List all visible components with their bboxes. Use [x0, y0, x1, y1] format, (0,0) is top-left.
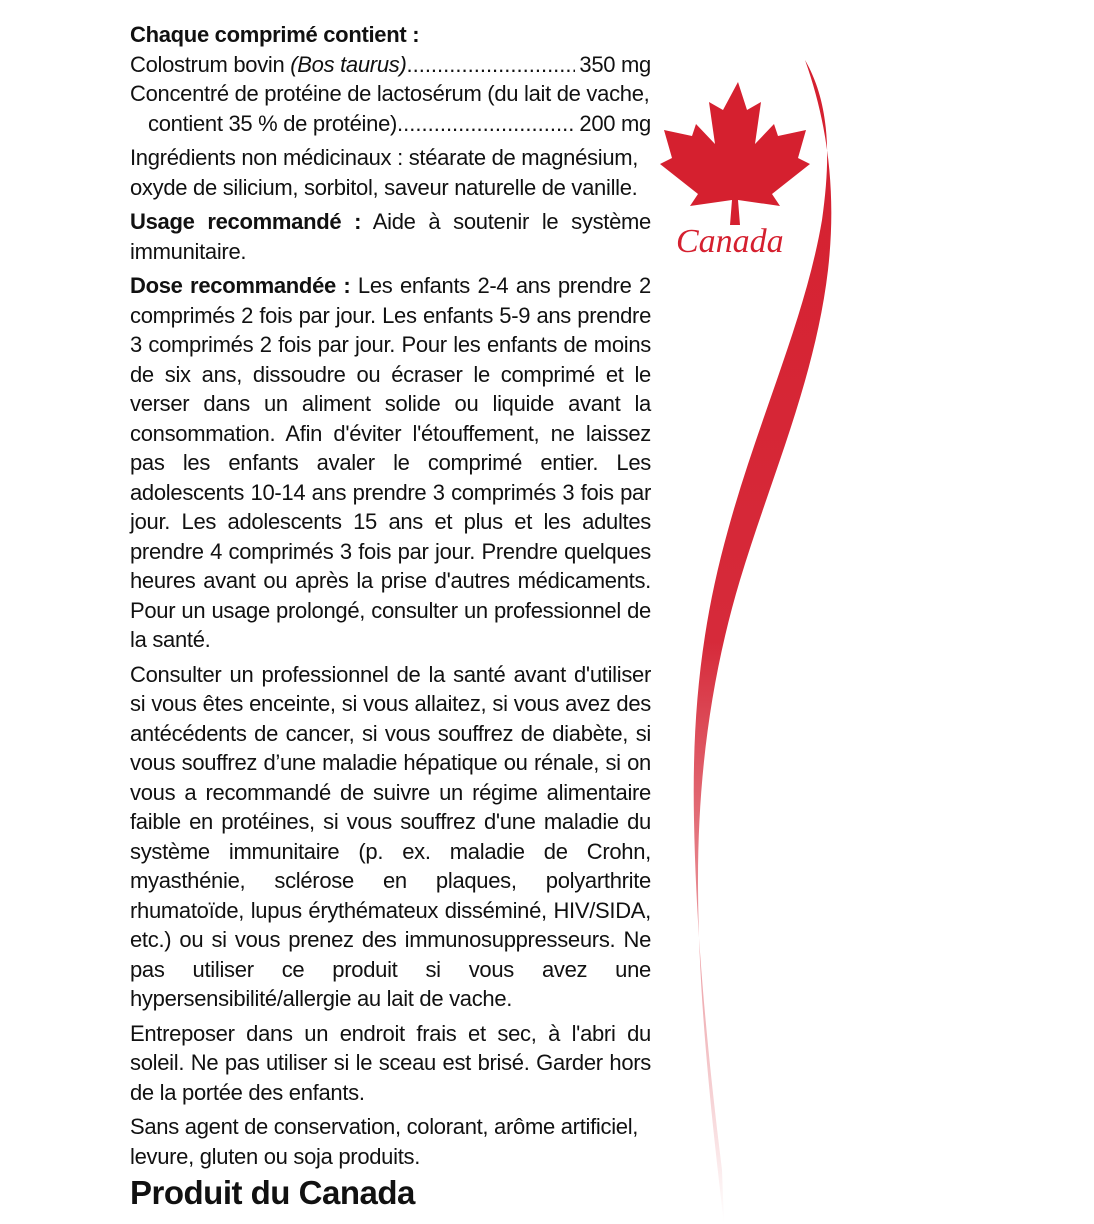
product-origin-title: Produit du Canada	[130, 1174, 415, 1211]
ingredient-name: contient 35 % de protéine)	[148, 110, 398, 136]
non-medicinal-ingredients: Ingrédients non médicinaux : stéarate de magnésium, oxyde de silicium, sorbitol, saveur naturelle de vanille.	[130, 145, 639, 200]
canada-wordmark: Canada	[676, 223, 784, 260]
dose-section	[130, 271, 657, 655]
usage-text: Aide à soutenir le système immunitaire.	[130, 209, 657, 264]
composition-section	[130, 20, 651, 138]
ingredient-latin-name: (Bos taurus)	[290, 51, 407, 77]
composition-title: Chaque comprimé contient :	[130, 22, 420, 47]
storage-section: Entreposer dans un endroit frais et sec, à l'abri du soleil. Ne pas utiliser si le sceau est brisé. Garder hors de la portée des enfants.	[130, 1020, 651, 1105]
ingredient-name-line: Concentré de protéine de lactosérum (du lait de vache,	[130, 81, 650, 106]
dot-leader	[397, 109, 575, 139]
usage-label: Usage recommandé :	[130, 209, 362, 234]
canada-flag-ribbon	[600, 60, 1094, 1224]
dose-label: Dose recommandée :	[130, 273, 351, 298]
ingredient-name: Colostrum bovin	[130, 51, 291, 77]
warnings-section: Consulter un professionnel de la santé avant d'utiliser si vous êtes enceinte, si vous allaitez, si vous avez des antécédents de cancer, si vous souffrez de diabète, si vous souffrez d’une maladie hépatique ou rénale, si on vous a recommandé de suivre un régime alimentaire faible en protéines, si vous souffrez d'une maladie du système immunitaire (p. ex. maladie de Crohn, myasthénie, sclérose en plaques, polyarthrite rhumatoïde, lupus érythémateux disséminé, HIV/SIDA, etc.) ou si vous prenez des immunosuppresseurs. Ne pas utiliser ce produit si vous avez une hypersensibilité/allergie au lait de vache.	[130, 661, 651, 1011]
label-text-block	[130, 20, 657, 1176]
ingredient-amount: 200 mg	[579, 110, 651, 136]
dose-text: Les enfants 2-4 ans prendre 2 comprimés 2 fois par jour. Les enfants 5-9 ans prendre 3 comprimés 2 fois par jour. Pour les enfants de moins de six ans, dissoudre ou écraser le comprimé et le verser dans un aliment solide ou liquide avant la consommation. Afin d'éviter l'étouffement, ne laissez pas les enfants avaler le comprimé entier. Les adolescents 10-14 ans prendre 3 comprimés 3 fois par jour. Les adolescents 15 ans et plus et les adultes prendre 4 comprimés 3 fois par jour. Prendre quelques heures avant ou après la prise d'autres médicaments. Pour un usage prolongé, consulter un professionnel de la santé.	[130, 273, 657, 652]
ingredient-amount: 350 mg	[579, 51, 651, 77]
dot-leader	[406, 50, 575, 80]
usage-section	[130, 207, 657, 266]
ingredient-row-whey	[130, 109, 651, 139]
free-of-section: Sans agent de conservation, colorant, arôme artificiel, levure, gluten ou soja produits.	[130, 1114, 639, 1169]
maple-leaf-icon	[660, 82, 810, 225]
ingredient-row-colostrum	[130, 50, 651, 80]
